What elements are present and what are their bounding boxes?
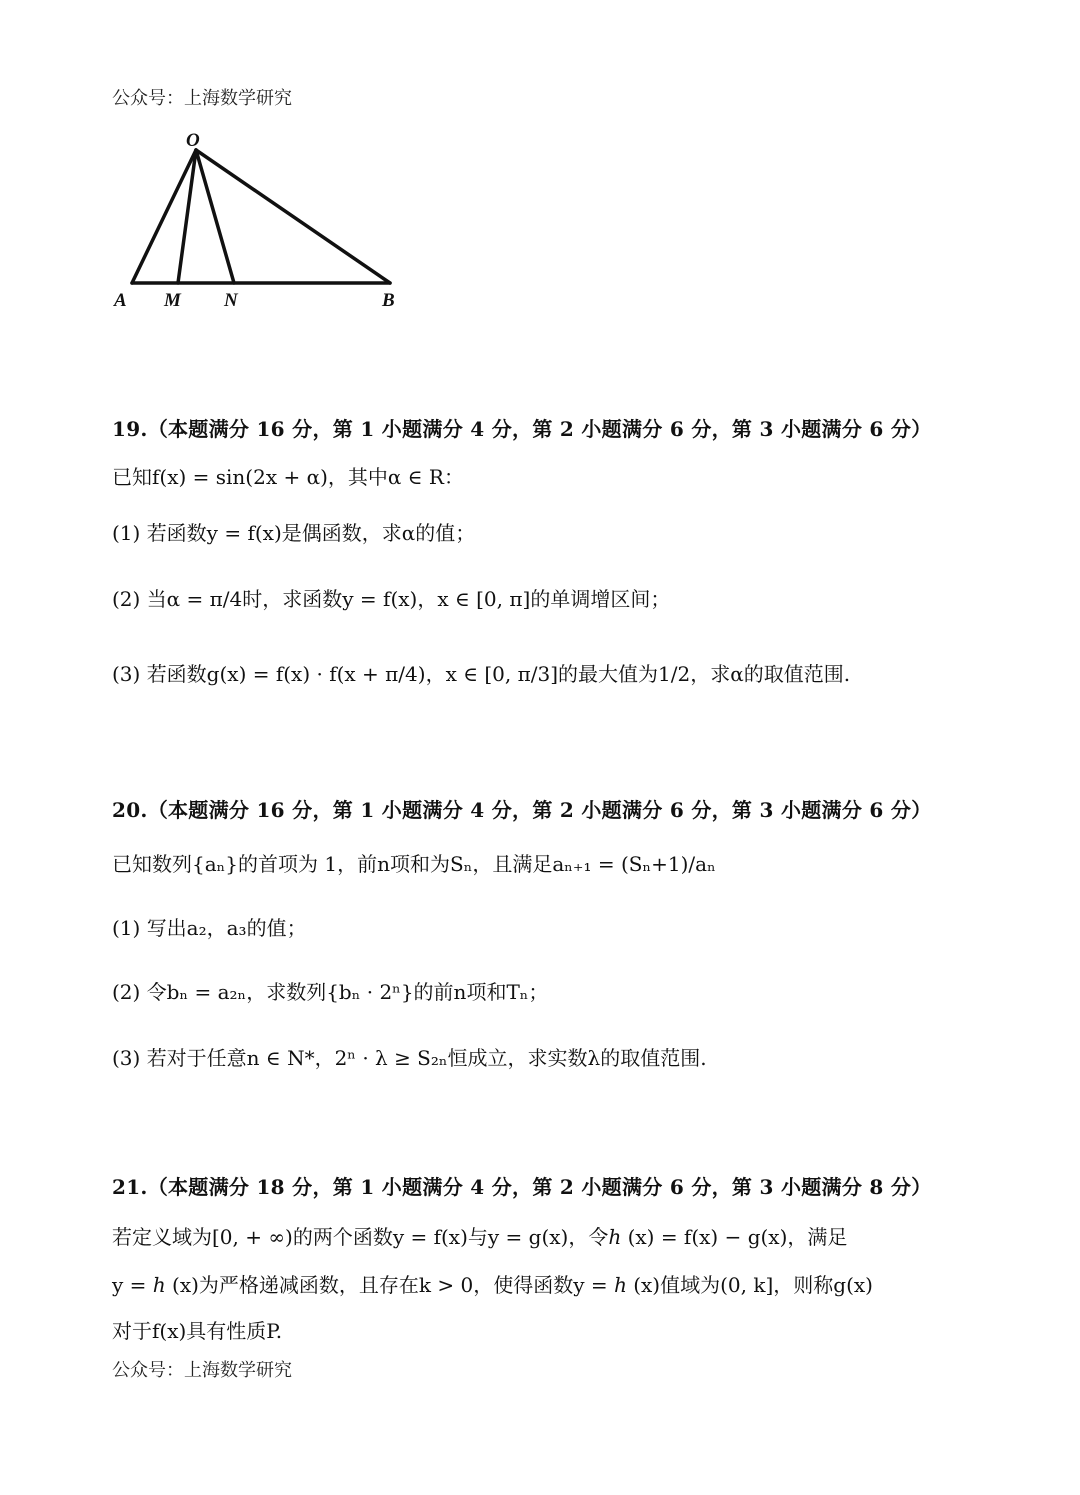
label-a: A [114,290,127,311]
q19-part1: (1) 若函数y = f(x)是偶函数，求α的值； [112,521,476,545]
q21-line3: 对于f(x)具有性质P. [112,1319,283,1343]
q20-part1: (1) 写出a₂，a₃的值； [112,916,307,940]
segment-on [196,150,234,283]
label-m: M [164,290,181,311]
label-b: B [382,290,395,311]
header-source: 公众号：上海数学研究 [112,88,292,109]
q20-part3: (3) 若对于任意n ∈ N*，2ⁿ · λ ≥ S₂ₙ恒成立，求实数λ的取值范围. [112,1046,707,1070]
q20-stem: 已知数列{aₙ}的首项为 1，前n项和为Sₙ，且满足aₙ₊₁ = (Sₙ+1)/aₙ [112,852,716,876]
q19-title: 19.（本题满分 16 分，第 1 小题满分 4 分，第 2 小题满分 6 分，第 3 小题满分 6 分） [112,417,932,441]
label-o: O [186,130,200,151]
q21-title: 21.（本题满分 18 分，第 1 小题满分 4 分，第 2 小题满分 6 分，第 3 小题满分 8 分） [112,1175,932,1199]
footer-source: 公众号：上海数学研究 [112,1360,292,1381]
q19-part2: (2) 当α = π/4时，求函数y = f(x)，x ∈ [0, π]的单调增区间； [112,587,671,611]
segment-ob [196,150,390,283]
q19-part3: (3) 若函数g(x) = f(x) · f(x + π/4)，x ∈ [0, π/3]的最大值为1/2，求α的取值范围. [112,662,851,686]
triangle-figure [112,128,412,318]
label-n: N [224,290,238,311]
q21-line1: 若定义域为[0, + ∞)的两个函数y = f(x)与y = g(x)，令ℎ (x) = f(x) − g(x)，满足 [112,1225,848,1249]
q20-part2: (2) 令bₙ = a₂ₙ，求数列{bₙ · 2ⁿ}的前n项和Tₙ； [112,980,549,1004]
q20-title: 20.（本题满分 16 分，第 1 小题满分 4 分，第 2 小题满分 6 分，第 3 小题满分 6 分） [112,798,932,822]
q21-line2: y = ℎ (x)为严格递减函数，且存在k > 0，使得函数y = ℎ (x)值域为(0, k]，则称g(x) [112,1273,873,1297]
q19-stem: 已知f(x) = sin(2x + α)，其中α ∈ R： [112,465,464,489]
